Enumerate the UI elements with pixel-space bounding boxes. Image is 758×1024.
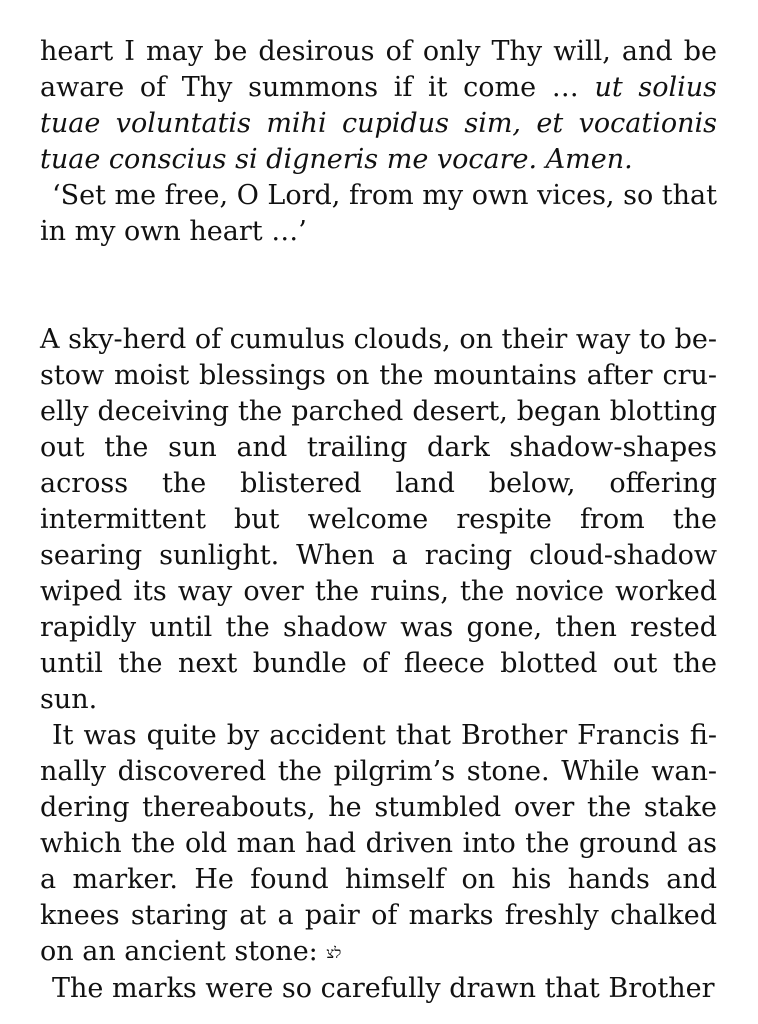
section-break <box>40 250 717 322</box>
prayer-continuation: ‘Set me free, O Lord, from my own vices, so that in my own heart …’ <box>40 180 717 247</box>
cloud-paragraph: A sky-herd of cumulus clouds, on their way to bestow moist blessings on the mountains after cruelly deceiving the parched desert, began blotting out the sun and trailing dark shadow-shapes across the blistered land below, offering intermittent but welcome respite from the searing sunlight. When a racing cloud-shadow wiped its way over the ruins, the novice worked rapidly until the shadow was gone, then rested until the next bundle of fleece blotted out the sun. <box>40 324 718 715</box>
hebrew-marks: לצ <box>326 944 342 962</box>
prayer-paragraph <box>40 34 717 178</box>
stone-text: It was quite by accident that Brother Francis finally discovered the pilgrim’s stone. While wandering thereabouts, he stumbled over the stake which the old man had driven into the ground as a marker. He found himself on his hands and knees staring at a pair of marks freshly chalked on an ancient stone: <box>40 720 717 967</box>
prayer-latin: ut solius tuae voluntatis mihi cupidus sim, et vocationis tuae conscius si digneris me vocare. Amen. <box>40 72 718 175</box>
stone-paragraph <box>40 718 717 971</box>
marks-paragraph: The marks were so carefully drawn that Brother <box>52 973 715 1004</box>
book-page <box>40 34 717 1007</box>
prayer-english: heart I may be desirous of only Thy will, and be aware of Thy summons if it come … <box>40 36 717 103</box>
